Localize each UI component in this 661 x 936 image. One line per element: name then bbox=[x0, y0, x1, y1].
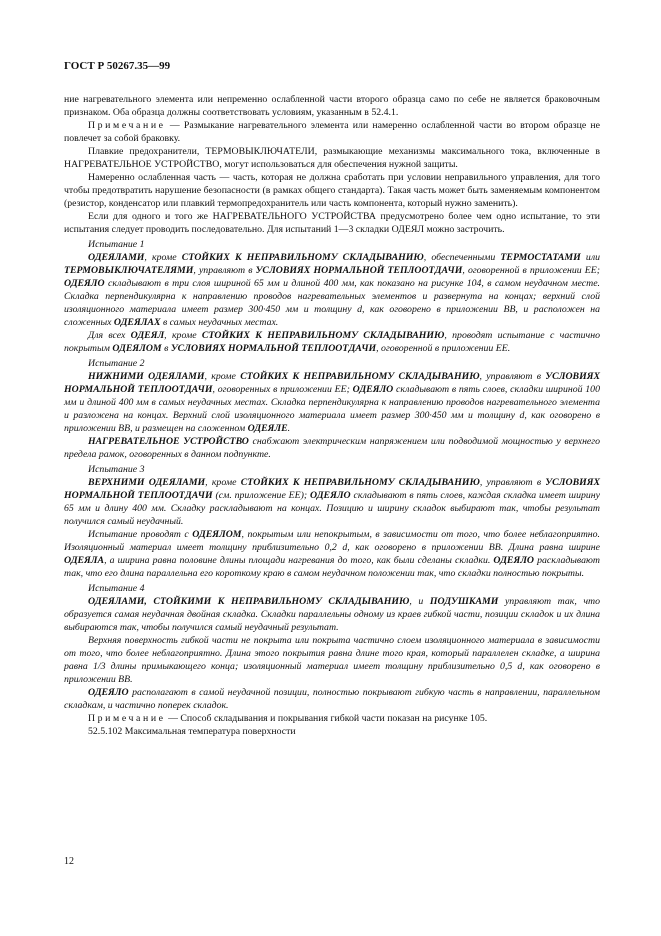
note-text: — Размыкание нагревательного элемента или намеренно ослабленной части во втором образце не повлечет за собой браковку. bbox=[64, 120, 601, 144]
note-label: Примечание bbox=[88, 713, 166, 724]
note-2 bbox=[64, 712, 600, 725]
paragraph-fuses: Плавкие предохранители, ТЕРМОВЫКЛЮЧАТЕЛИ, размыкающие механизмы максимального тока, включенные в НАГРЕВАТЕЛЬНОЕ УСТРОЙСТВО, могут использоваться для обеспечения нужной защиты. bbox=[64, 146, 600, 170]
test-4-paragraph-2: Верхняя поверхность гибкой части не покрыта или покрыта частично слоем изоляционного материала в зависимости от того, что более неблагоприятно. Длина этого покрытия равна длине того края, который параллелен складке, а ширина равна 1/3 длины примыкающего конца; изоляционный материал имеет толщину приблизительно 0,5 d, как оговорено в приложении ВВ. bbox=[64, 635, 600, 685]
test-1-heading: Испытание 1 bbox=[88, 239, 145, 250]
test-3-paragraph-1: ВЕРХНИМИ ОДЕЯЛАМИ, кроме СТОЙКИХ К НЕПРАВИЛЬНОМУ СКЛАДЫВАНИЮ, управляют в УСЛОВИЯХ НОРМАЛЬНОЙ ТЕПЛООТДАЧИ (см. приложение ЕЕ); ОДЕЯЛО складывают в пять слоев, каждая складка имеет ширину 65 мм и длину 400 мм. Складку раскладывают на концах. Позицию и ширину складок выбирают так, чтобы результат получился самый неудачный. bbox=[64, 477, 601, 527]
test-4-paragraph-1: ОДЕЯЛАМИ, СТОЙКИМИ К НЕПРАВИЛЬНОМУ СКЛАДЫВАНИЮ, и ПОДУШКАМИ управляют так, что образуется самая неудачная двойная складка. Складки параллельны одному из краев гибкой части, позиции складок и их длина выбираются так, чтобы получился самый неудачный результат. bbox=[64, 596, 600, 633]
test-2-heading: Испытание 2 bbox=[88, 358, 145, 369]
paragraph-weakened-part: Намеренно ослабленная часть — часть, которая не должна сработать при условии неправильного управления, для того чтобы предотвратить нарушение безопасности (в рамках общего стандарта). Такая часть может быть заменяемым компонентом (резистор, конденсатор или плавкий термопредохранитель или часть компонента, который нужно заменить). bbox=[64, 172, 600, 209]
test-2-paragraph-1: НИЖНИМИ ОДЕЯЛАМИ, кроме СТОЙКИХ К НЕПРАВИЛЬНОМУ СКЛАДЫВАНИЮ, управляют в УСЛОВИЯХ НОРМАЛЬНОЙ ТЕПЛООТДАЧИ, оговоренных в приложении ЕЕ; ОДЕЯЛО складывают в пять слоев, складки шириной 100 мм и длиной 400 мм в самых неудачных местах. Складка перпендикулярна к направлению проводов нагревательного элемента и разложена на концах. Верхний слой изоляционного материала имеет размер 300·450 мм и толщину d, как оговорено в приложении ВВ, и размещен на сложенном ОДЕЯЛЕ. bbox=[64, 371, 600, 434]
page-number: 12 bbox=[64, 856, 74, 867]
section-heading-52-5-102: 52.5.102 Максимальная температура поверхности bbox=[88, 726, 296, 737]
paragraph-sequence: Если для одного и того же НАГРЕВАТЕЛЬНОГО УСТРОЙСТВА предусмотрено более чем одно испытание, то эти испытания следует проводить последовательно. Для испытаний 1—3 складки ОДЕЯЛ можно застрочить. bbox=[64, 211, 600, 235]
test-4-paragraph-3: ОДЕЯЛО располагают в самой неудачной позиции, полностью покрывают гибкую часть в направлении, параллельном складкам, и частично поперек складок. bbox=[64, 687, 600, 711]
standard-header: ГОСТ Р 50267.35—99 bbox=[64, 60, 171, 72]
note-label: Примечание bbox=[88, 120, 166, 131]
test-3-paragraph-2: Испытание проводят с ОДЕЯЛОМ, покрытым или непокрытым, в зависимости от того, что более неблагоприятно. Изоляционный материал имеет толщину приблизительно 0,2 d, как оговорено в приложении ВВ. Длина равна ширине ОДЕЯЛА, а ширина равна половине длины площади нагревания до того, как были сделаны складки. ОДЕЯЛО раскладывают так, что его длина параллельна его короткому краю в самом неудачном положении так, что складки полностью покрыты. bbox=[64, 529, 601, 579]
test-1-paragraph-1: ОДЕЯЛАМИ, кроме СТОЙКИХ К НЕПРАВИЛЬНОМУ СКЛАДЫВАНИЮ, обеспеченными ТЕРМОСТАТАМИ или ТЕРМОВЫКЛЮЧАТЕЛЯМИ, управляют в УСЛОВИЯХ НОРМАЛЬНОЙ ТЕПЛООТДАЧИ, оговоренной в приложении ЕЕ; ОДЕЯЛО складывают в три слоя шириной 65 мм и длиной 400 мм, как показано на рисунке 104, в самом неудачном месте. Складка перпендикулярна к направлению проводов нагревательных элементов и развернута на концах; верхний слой изоляционного материала имеет размер 300·450 мм и толщину d, как оговорено в приложении ВВ, и расположен на сложенных ОДЕЯЛАХ в самых неудачных местах. bbox=[64, 252, 601, 328]
test-1-paragraph-2: Для всех ОДЕЯЛ, кроме СТОЙКИХ К НЕПРАВИЛЬНОМУ СКЛАДЫВАНИЮ, проводят испытание с частично покрытым ОДЕЯЛОМ в УСЛОВИЯХ НОРМАЛЬНОЙ ТЕПЛООТДАЧИ, оговоренной в приложении ЕЕ. bbox=[64, 330, 600, 354]
test-4-heading: Испытание 4 bbox=[88, 583, 145, 594]
note-text: — Способ складывания и покрывания гибкой части показан на рисунке 105. bbox=[168, 713, 488, 724]
paragraph-continuation: ние нагревательного элемента или непременно ослабленной части второго образца само по себе не является браковочным признаком. Оба образца должны соответствовать условиям, указанным в 52.4.1. bbox=[64, 94, 600, 118]
note-1 bbox=[64, 119, 600, 145]
test-2-paragraph-2: НАГРЕВАТЕЛЬНОЕ УСТРОЙСТВО снабжают электрическим напряжением или подводимой мощностью у верхнего предела рамок, оговоренных в данном подпункте. bbox=[64, 436, 600, 460]
test-3-heading: Испытание 3 bbox=[88, 464, 145, 475]
document-page bbox=[64, 60, 600, 738]
